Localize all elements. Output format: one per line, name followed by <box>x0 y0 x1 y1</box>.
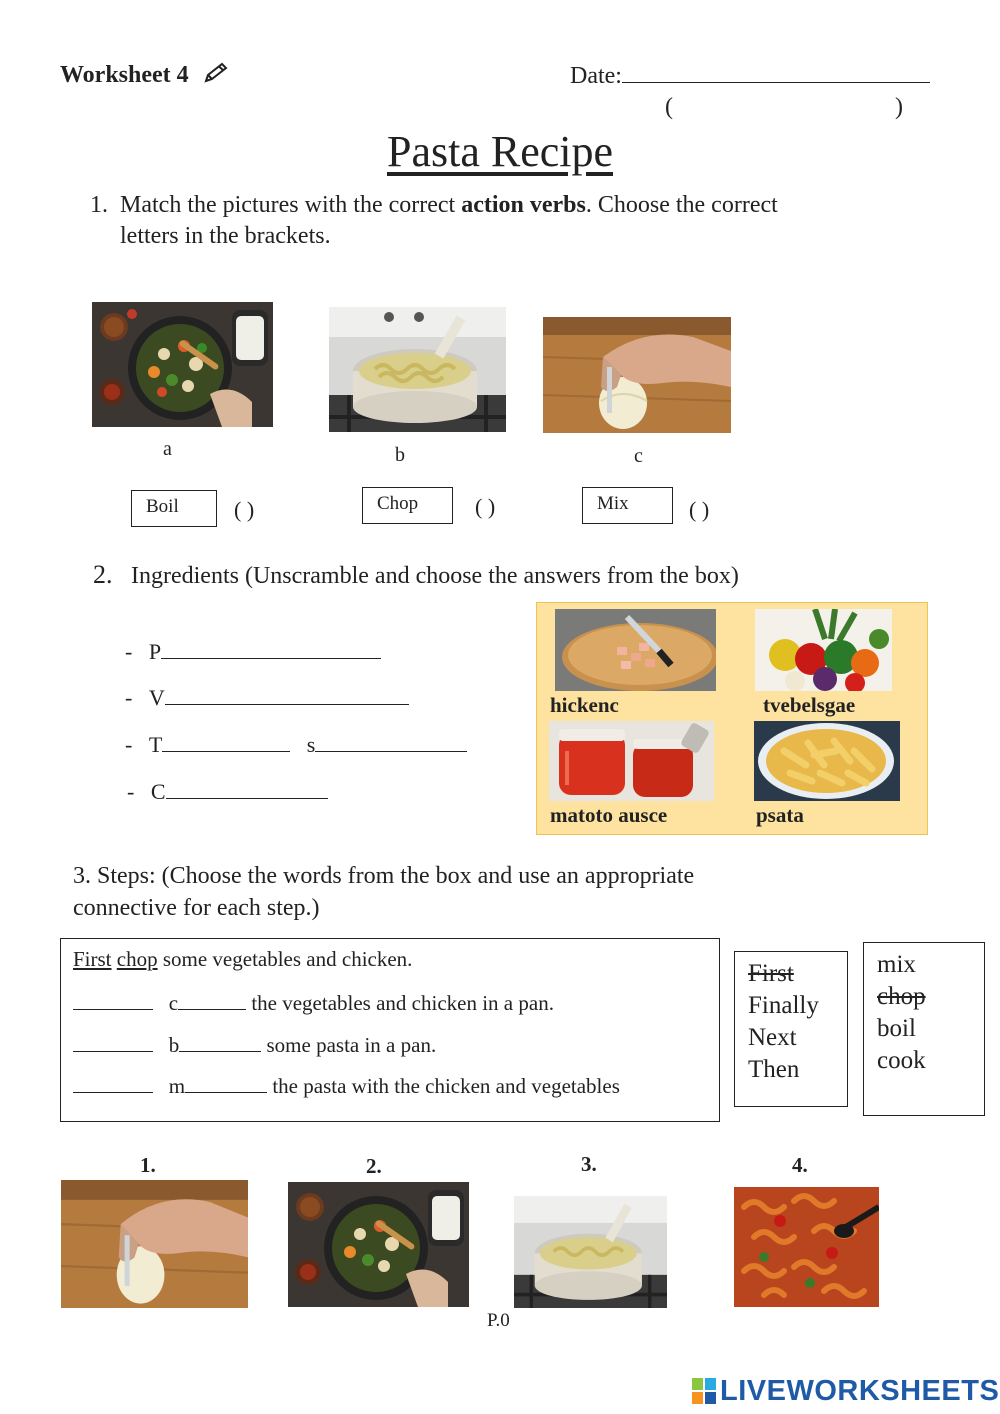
step-2-verb-blank[interactable] <box>178 989 246 1010</box>
step-4-connective-blank[interactable] <box>73 1072 153 1093</box>
chopping-photo <box>543 317 731 433</box>
tomato-sauce-photo <box>549 721 714 801</box>
page-title: Pasta Recipe <box>386 127 614 176</box>
liveworksheets-logo-icon <box>692 1378 716 1404</box>
scrambled-word-2: tvebelsgae <box>763 693 856 717</box>
step-4-verb-blank[interactable] <box>185 1072 267 1093</box>
step-3-verb-blank[interactable] <box>179 1031 261 1052</box>
ingredient-line-c: - C <box>127 778 328 805</box>
date-line[interactable] <box>622 62 930 83</box>
ingredient-answer-2[interactable] <box>165 684 409 705</box>
answer-bracket-a[interactable]: ( ) <box>234 497 255 522</box>
page-number: P.0 <box>487 1310 510 1331</box>
q1-number: 1. <box>90 192 108 218</box>
date-field: Date: <box>570 62 930 90</box>
verb-cook: cook <box>877 1047 926 1074</box>
scrambled-word-4: psata <box>756 803 804 827</box>
step-3-boiling-photo <box>514 1196 667 1308</box>
connective-first: First <box>748 960 794 987</box>
ingredient-line-p: - P <box>125 638 381 665</box>
q2-instruction: Ingredients (Unscramble and choose the answers from the box) <box>131 563 739 589</box>
stir-fry-photo <box>92 302 273 427</box>
answer-bracket-c[interactable]: ( ) <box>689 497 710 522</box>
scrambled-word-3: matoto ausce <box>550 803 668 827</box>
ingredient-answer-3b[interactable] <box>315 731 467 752</box>
penne-pasta-photo <box>754 721 900 801</box>
chicken-photo <box>555 609 716 691</box>
pencil-icon <box>203 62 229 84</box>
step-3-connective-blank[interactable] <box>73 1031 153 1052</box>
step-3: b some pasta in a pan. <box>73 1031 436 1058</box>
verb-chop: chop <box>877 983 926 1010</box>
connectives-box <box>734 951 848 1107</box>
q1-instruction: Match the pictures with the correct action verbs. Choose the correct <box>120 192 778 218</box>
step-number-2: 2. <box>366 1154 382 1178</box>
q2-number: 2. <box>93 560 113 589</box>
step-4: m the pasta with the chicken and vegetables <box>73 1072 620 1099</box>
ingredient-line-t: - T s <box>125 731 467 758</box>
ingredient-box <box>536 602 928 835</box>
scrambled-word-1: hickenc <box>550 693 619 717</box>
step-number-3: 3. <box>581 1152 597 1176</box>
step-number-1: 1. <box>140 1153 156 1177</box>
liveworksheets-logo: LIVEWORKSHEETS <box>692 1375 999 1408</box>
ingredient-answer-3a[interactable] <box>162 731 290 752</box>
picture-letter-c: c <box>634 445 643 467</box>
step-number-4: 4. <box>792 1153 808 1177</box>
ingredient-answer-4[interactable] <box>166 778 328 799</box>
connective-then: Then <box>748 1056 800 1083</box>
step-2-connective-blank[interactable] <box>73 989 153 1010</box>
date-paren-close: ) <box>895 94 903 120</box>
verbs-box <box>863 942 985 1116</box>
ingredient-answer-1[interactable] <box>161 638 381 659</box>
ingredient-line-v: - V <box>125 684 409 711</box>
verb-box-chop: Chop <box>362 487 453 524</box>
picture-letter-b: b <box>395 444 405 466</box>
step-2-stir-fry-photo <box>288 1182 469 1307</box>
step-2: c the vegetables and chicken in a pan. <box>73 989 554 1016</box>
verb-box-boil: Boil <box>131 490 217 527</box>
verb-box-mix: Mix <box>582 487 673 524</box>
boiling-pot-photo <box>329 307 506 432</box>
connective-finally: Finally <box>748 992 819 1019</box>
verb-boil: boil <box>877 1015 916 1042</box>
q3-instruction-line2: connective for each step.) <box>73 895 320 921</box>
worksheet-label: Worksheet 4 <box>60 62 229 89</box>
step-4-cooked-pasta-photo <box>734 1187 879 1307</box>
verb-mix: mix <box>877 951 916 978</box>
date-paren-open: ( <box>665 94 673 120</box>
connective-next: Next <box>748 1024 797 1051</box>
step-1-chopping-photo <box>61 1180 248 1308</box>
answer-bracket-b[interactable]: ( ) <box>475 494 496 519</box>
step-1: First chop some vegetables and chicken. <box>73 947 413 971</box>
q3-instruction: 3. Steps: (Choose the words from the box and use an appropriate <box>73 863 695 889</box>
vegetables-photo <box>755 609 892 691</box>
picture-letter-a: a <box>163 438 172 460</box>
steps-box <box>60 938 720 1122</box>
q1-instruction-line2: letters in the brackets. <box>120 223 331 249</box>
